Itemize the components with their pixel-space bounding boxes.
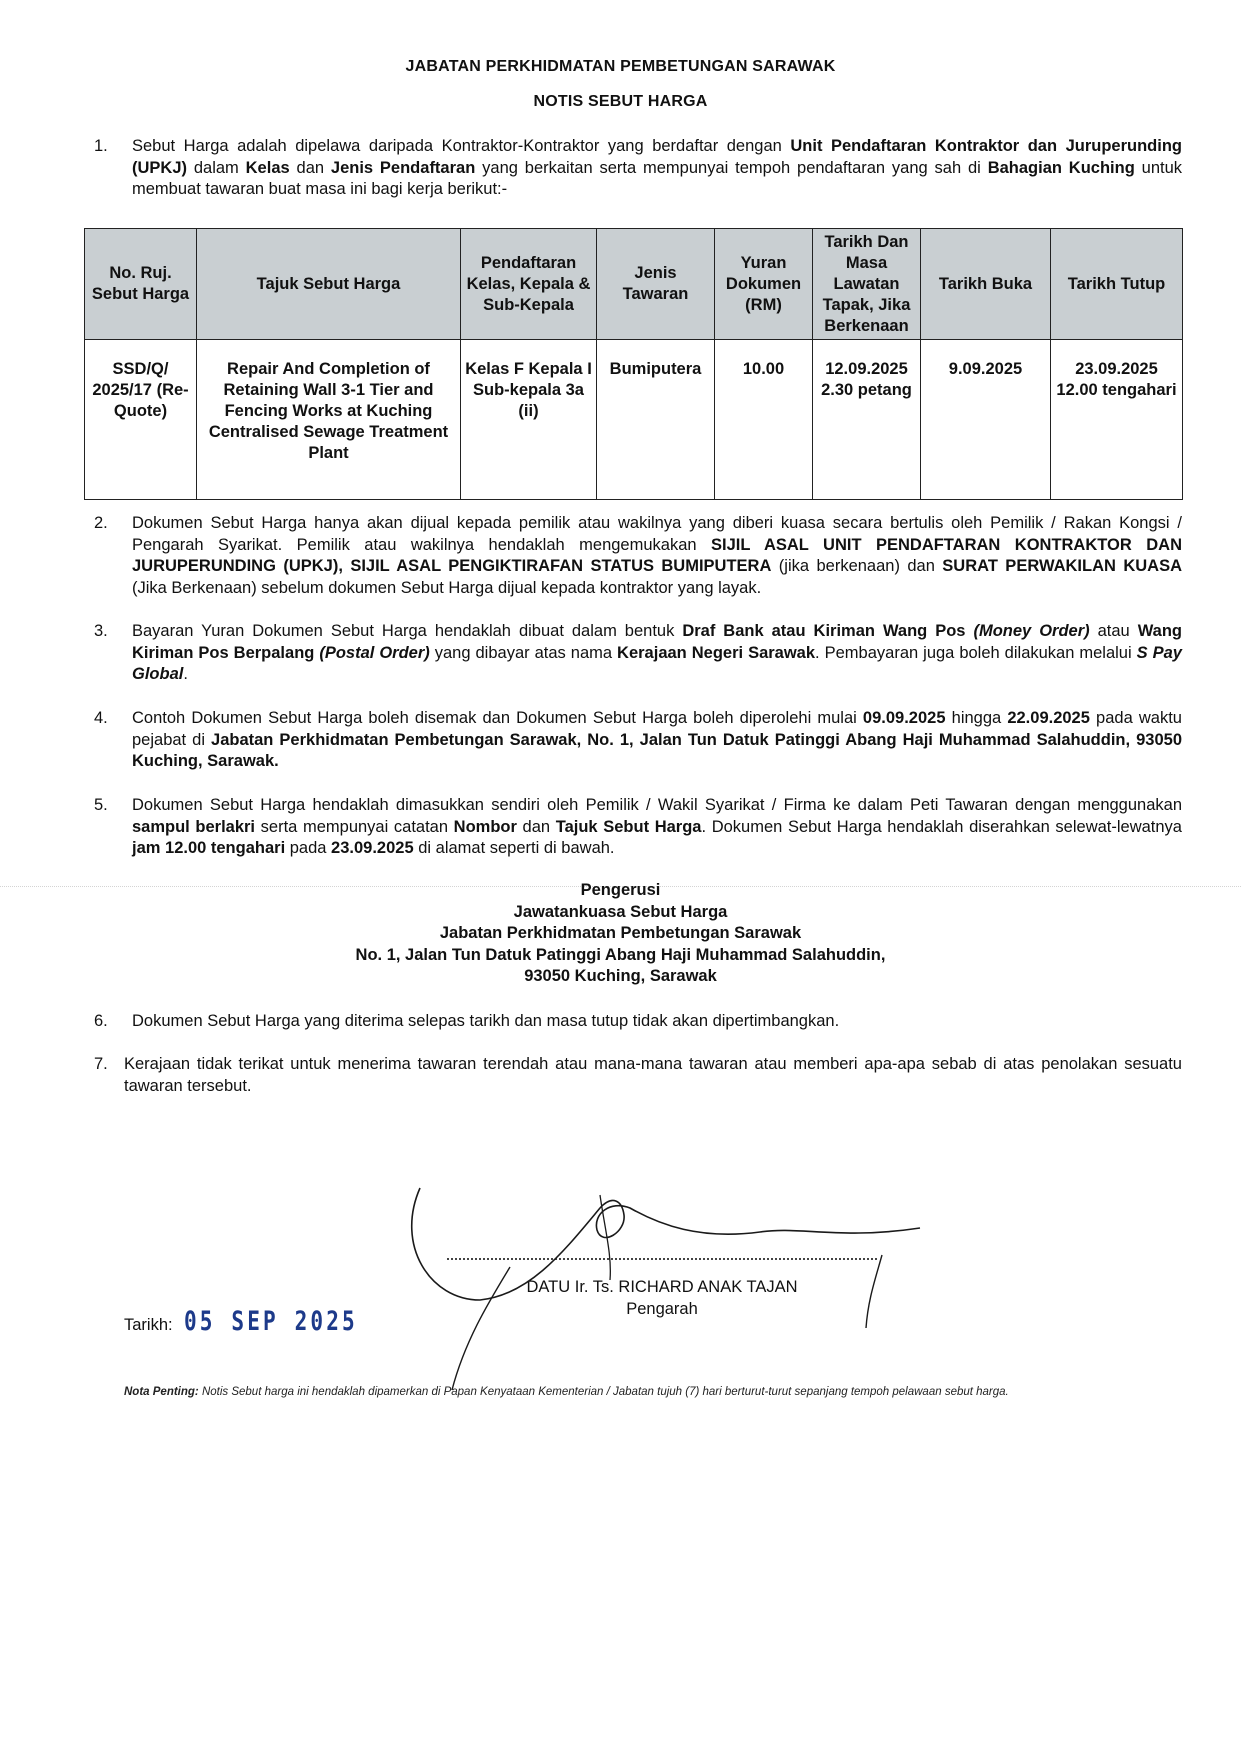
address-line: 93050 Kuching, Sarawak xyxy=(524,967,717,985)
table-header-row xyxy=(85,229,1183,340)
footer-note xyxy=(124,1386,1164,1398)
paragraph-number: 1. xyxy=(94,137,108,155)
header-title: Tajuk Sebut Harga xyxy=(197,229,461,340)
header-tender-type: Jenis Tawaran xyxy=(597,229,715,340)
address-line: Jabatan Perkhidmatan Pembetungan Sarawak xyxy=(439,924,802,942)
cell-document-fee: 10.00 xyxy=(715,340,813,500)
notice-title: NOTIS SEBUT HARGA xyxy=(533,93,708,110)
quotation-table xyxy=(84,228,1183,500)
paragraph-number: 4. xyxy=(94,709,108,727)
signatory-position: Pengarah xyxy=(626,1300,698,1318)
paragraph-2: Dokumen Sebut Harga hanya akan dijual kepada pemilik atau wakilnya yang diberi kuasa secara bertulis oleh Pemilik / Rakan Kongsi / Pengarah Syarikat. Pemilik atau wakilnya hendaklah mengemukakan SIJIL ASAL UNIT PENDAFTARAN KONTRAKTOR DAN JURUPERUNDING (UPKJ), SIJIL ASAL PENGIKTIRAFAN STATUS BUMIPUTERA (jika berkenaan) dan SURAT PERWAKILAN KUASA (Jika Berkenaan) sebelum dokumen Sebut Harga dijual kepada kontraktor yang layak. xyxy=(132,514,1183,597)
signatory-block xyxy=(447,1276,877,1320)
signature-line xyxy=(447,1258,877,1260)
cell-close-date: 23.09.2025 12.00 tengahari xyxy=(1051,340,1183,500)
paragraph-6: Dokumen Sebut Harga yang diterima selepas tarikh dan masa tutup tidak akan dipertimbangkan. xyxy=(132,1012,840,1030)
paragraph-4: Contoh Dokumen Sebut Harga boleh disemak dan Dokumen Sebut Harga boleh diperolehi mulai 09.09.2025 hingga 22.09.2025 pada waktu pejabat di Jabatan Perkhidmatan Pembetungan Sarawak, No. 1, Jalan Tun Datuk Patinggi Abang Haji Muhammad Salahuddin, 93050 Kuching, Sarawak. xyxy=(132,709,1182,770)
cell-title: Repair And Completion of Retaining Wall 3-1 Tier and Fencing Works at Kuching Centralised Sewage Treatment Plant xyxy=(197,340,461,500)
paragraph-number: 7. xyxy=(94,1055,108,1073)
table-row xyxy=(85,340,1183,500)
paragraph-5: Dokumen Sebut Harga hendaklah dimasukkan sendiri oleh Pemilik / Wakil Syarikat / Firma ke dalam Peti Tawaran dengan menggunakan sampul berlakri serta mempunyai catatan Nombor dan Tajuk Sebut Harga. Dokumen Sebut Harga hendaklah diserahkan selewat-lewatnya jam 12.00 tengahari pada 23.09.2025 di alamat seperti di bawah. xyxy=(132,796,1182,857)
paragraph-3: Bayaran Yuran Dokumen Sebut Harga hendaklah dibuat dalam bentuk Draf Bank atau Kiriman Wang Pos (Money Order) atau Wang Kiriman Pos Berpalang (Postal Order) yang dibayar atas nama Kerajaan Negeri Sarawak. Pembayaran juga boleh dilakukan melalui S Pay Global. xyxy=(132,622,1182,683)
address-line: No. 1, Jalan Tun Datuk Patinggi Abang Haji Muhammad Salahuddin, xyxy=(355,945,886,964)
header-ref-no: No. Ruj. Sebut Harga xyxy=(85,229,197,340)
cell-ref-no: SSD/Q/ 2025/17 (Re-Quote) xyxy=(85,340,197,500)
address-line: Pengerusi xyxy=(580,881,661,899)
footer-note-text: Notis Sebut harga ini hendaklah dipamerkan di Papan Kenyataan Kementerian / Jabatan tujuh (7) hari berturut-turut sepanjang tempoh pelawaan sebut harga. xyxy=(198,1386,1009,1398)
paragraph-number: 5. xyxy=(94,796,108,814)
paragraph-1: Sebut Harga adalah dipelawa daripada Kontraktor-Kontraktor yang berdaftar dengan Unit Pendaftaran Kontraktor dan Juruperunding (UPKJ) dalam Kelas dan Jenis Pendaftaran yang berkaitan serta mempunyai tempoh pendaftaran yang sah di Bahagian Kuching untuk membuat tawaran buat masa ini bagi kerja berikut:- xyxy=(132,137,1183,198)
address-line: Jawatankuasa Sebut Harga xyxy=(513,902,728,921)
cell-registration: Kelas F Kepala I Sub-kepala 3a (ii) xyxy=(461,340,597,500)
paragraph-7: Kerajaan tidak terikat untuk menerima tawaran terendah atau mana-mana tawaran atau memberi apa-apa sebab di atas penolakan sesuatu tawaran tersebut. xyxy=(124,1055,1182,1095)
cell-open-date: 9.09.2025 xyxy=(921,340,1051,500)
header-document-fee: Yuran Dokumen (RM) xyxy=(715,229,813,340)
date-stamp: 05 SEP 2025 xyxy=(184,1306,358,1337)
signatory-name: DATU Ir. Ts. RICHARD ANAK TAJAN xyxy=(526,1278,798,1296)
cell-tender-type: Bumiputera xyxy=(597,340,715,500)
paragraph-number: 6. xyxy=(94,1012,108,1030)
header-close-date: Tarikh Tutup xyxy=(1051,229,1183,340)
footer-note-label: Nota Penting: xyxy=(124,1386,199,1398)
cell-site-visit: 12.09.2025 2.30 petang xyxy=(813,340,921,500)
address-block xyxy=(0,880,1241,988)
paragraph-number: 2. xyxy=(94,514,108,532)
department-heading: JABATAN PERKHIDMATAN PEMBETUNGAN SARAWAK xyxy=(405,58,836,75)
paragraph-number: 3. xyxy=(94,622,108,640)
header-registration: Pendaftaran Kelas, Kepala & Sub-Kepala xyxy=(461,229,597,340)
header-open-date: Tarikh Buka xyxy=(921,229,1051,340)
header-site-visit: Tarikh Dan Masa Lawatan Tapak, Jika Berkenaan xyxy=(813,229,921,340)
date-label: Tarikh: xyxy=(124,1316,173,1334)
